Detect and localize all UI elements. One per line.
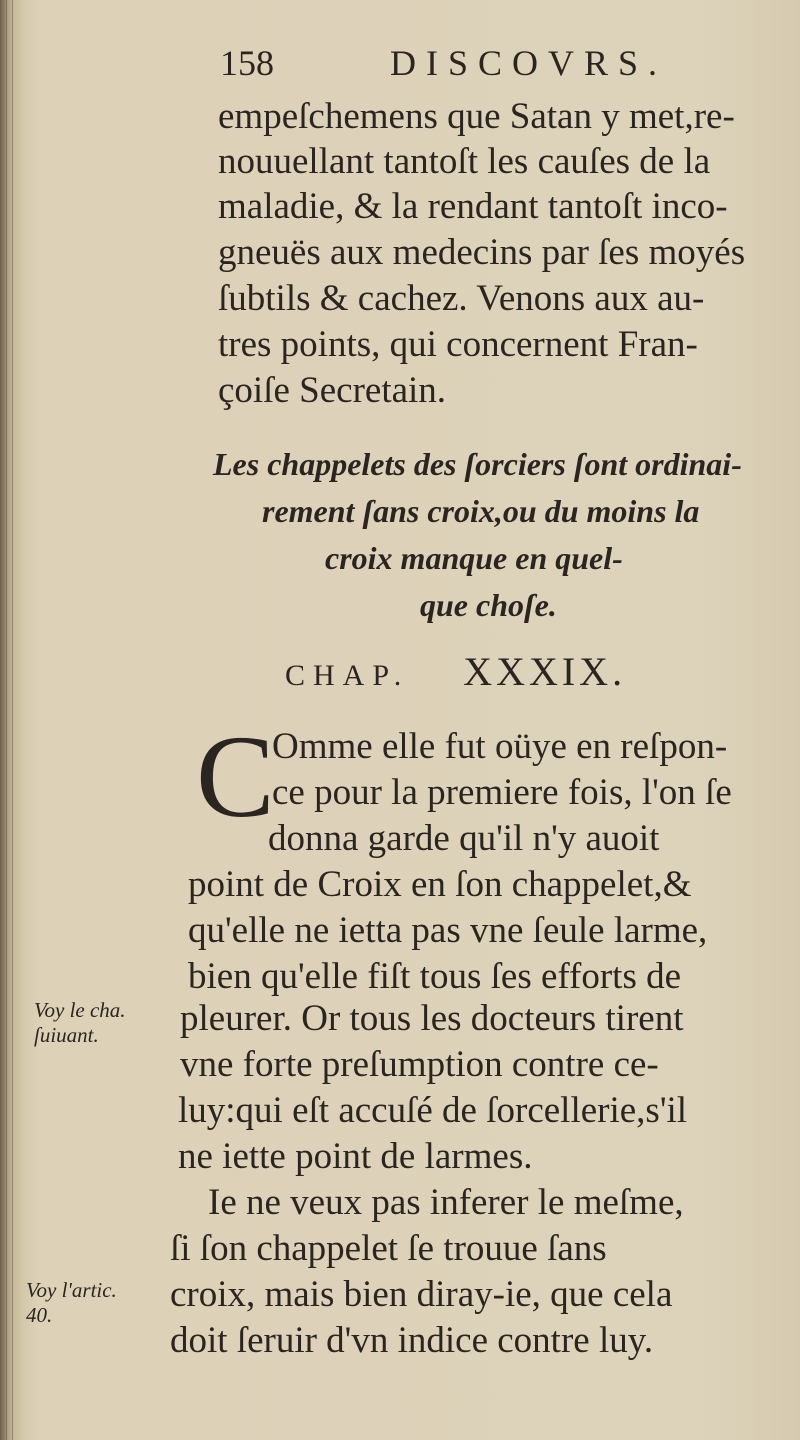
text-line: ce pour la premiere fois, l'on ſe <box>272 772 732 813</box>
page-header <box>220 42 680 94</box>
text-line: luy:qui eſt accuſé de ſorcellerie,s'il <box>178 1090 688 1131</box>
text-line: doit ſeruir d'vn indice contre luy. <box>170 1320 654 1361</box>
text-line: bien qu'elle fiſt tous ſes efforts de <box>188 956 682 997</box>
page-number: 158 <box>220 43 274 83</box>
margin-note <box>34 998 126 1048</box>
book-gutter <box>0 0 22 1440</box>
text-line: tres points, qui concernent Fran- <box>218 324 698 365</box>
heading-line: rement ſans croix,ou du moins la <box>262 493 700 529</box>
text-line: vne forte preſumption contre ce- <box>180 1044 659 1085</box>
text-line: qu'elle ne ietta pas vne ſeule larme, <box>188 910 708 951</box>
text-line: Ie ne veux pas inferer le meſme, <box>208 1182 684 1223</box>
chapter-title <box>285 648 626 695</box>
margin-note-line: Voy le cha. <box>34 998 126 1022</box>
text-line: gneuës aux medecins par ſes moyés <box>218 232 746 273</box>
text-line: maladie, & la rendant tantoſt inco- <box>218 186 728 227</box>
margin-note-line: 40. <box>26 1303 53 1328</box>
gutter-line <box>12 0 13 1440</box>
text-line: Omme elle fut oüye en reſpon- <box>272 726 728 767</box>
text-line: nouuellant tantoſt les cauſes de la <box>218 141 711 182</box>
text-line: pleurer. Or tous les docteurs tirent <box>180 998 684 1039</box>
gutter-line <box>6 0 7 1440</box>
heading-line: croix manque en quel- <box>325 540 623 576</box>
heading-line: que choſe. <box>420 587 557 623</box>
margin-note-line: ſuiuant. <box>34 1023 99 1048</box>
text-line: croix, mais bien diray-ie, que cela <box>170 1274 673 1315</box>
text-line: empeſchemens que Satan y met,re- <box>218 96 735 137</box>
text-line: ſubtils & cachez. Venons aux au- <box>218 278 705 319</box>
running-title: DISCOVRS. <box>390 43 668 83</box>
chapter-prefix: CHAP. <box>285 659 410 692</box>
chapter-number: XXXIX. <box>463 649 627 694</box>
text-line: ne iette point de larmes. <box>178 1136 533 1177</box>
text-line: donna garde qu'il n'y auoit <box>268 818 660 859</box>
margin-note <box>26 1278 117 1328</box>
text-line: çoiſe Secretain. <box>218 370 447 411</box>
margin-note-line: Voy l'artic. <box>26 1278 117 1302</box>
drop-cap: C <box>196 711 275 842</box>
text-line: ſi ſon chappelet ſe trouue ſans <box>170 1228 607 1269</box>
heading-line: Les chappelets des ſorciers ſont ordinai- <box>213 446 742 482</box>
text-line: point de Croix en ſon chappelet,& <box>188 864 692 905</box>
